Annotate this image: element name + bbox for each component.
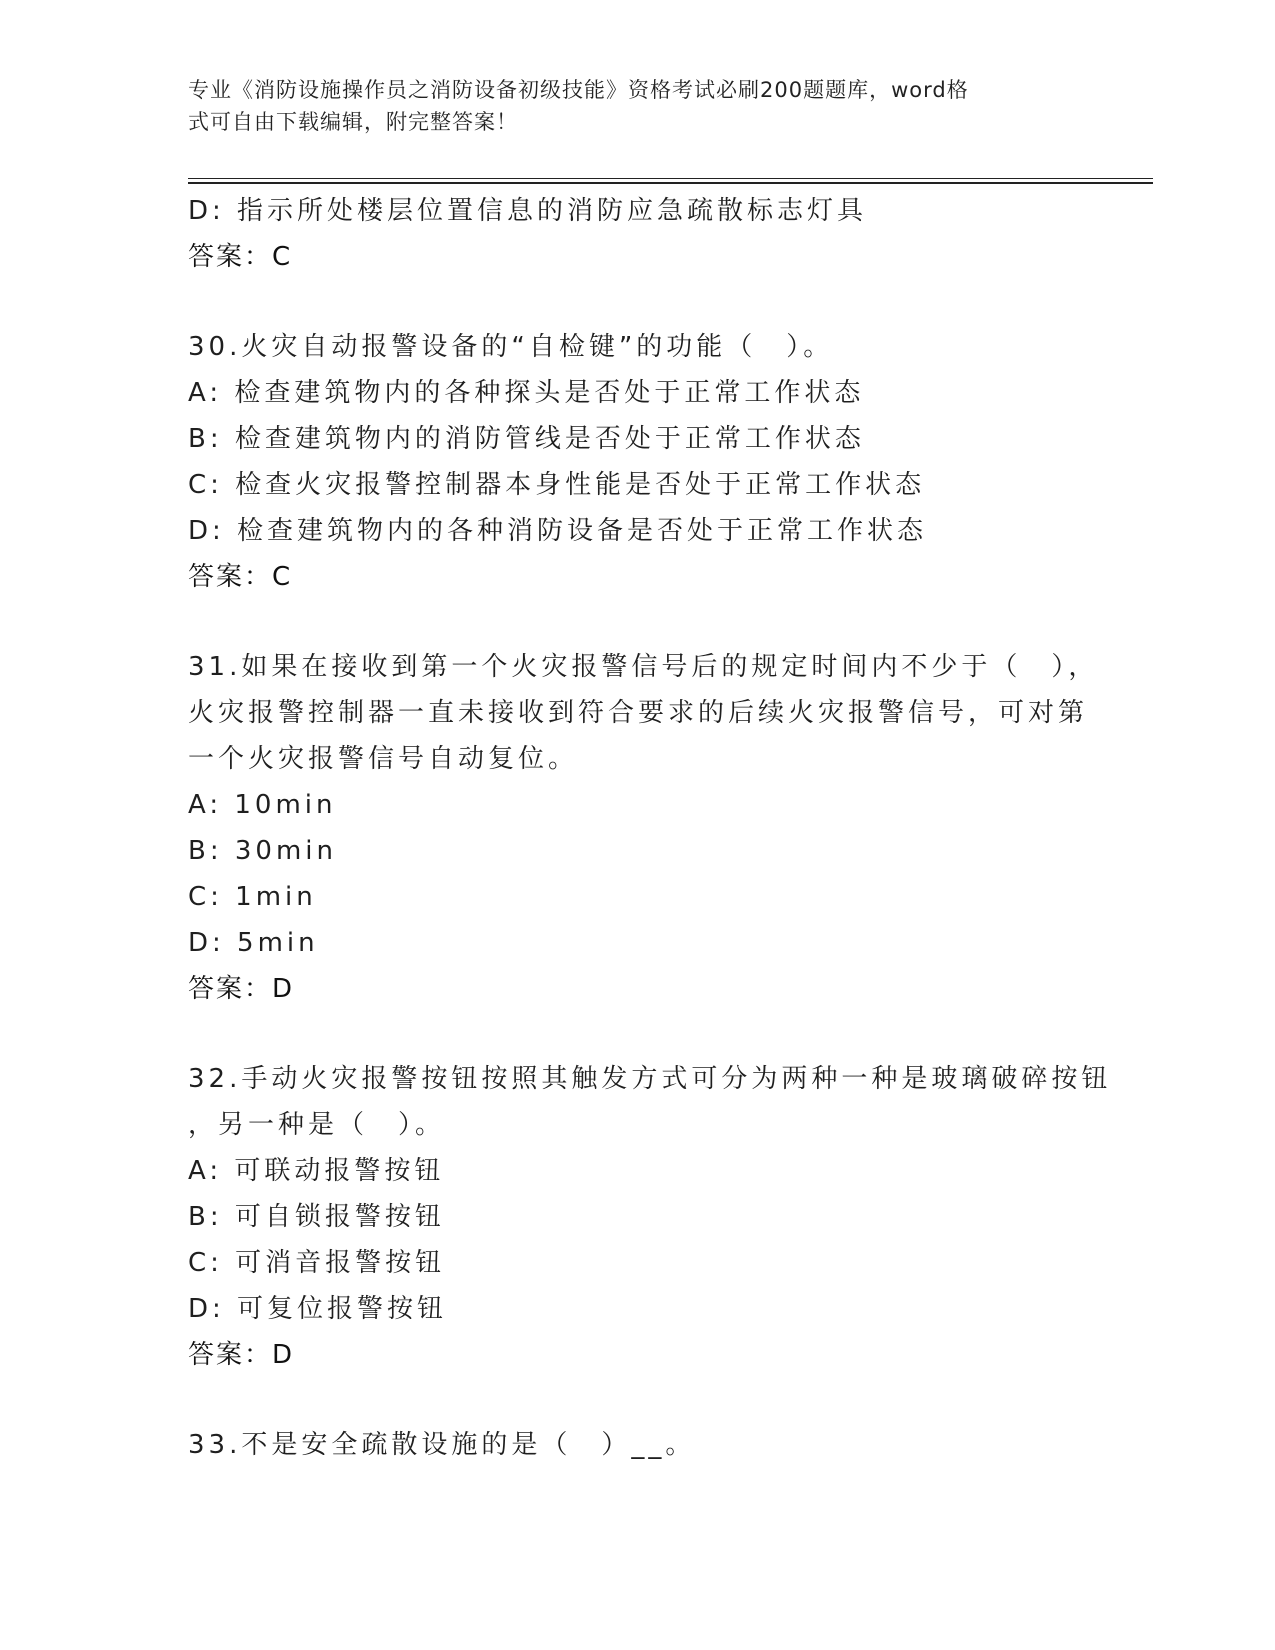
option-a: A: 可联动报警按钮 bbox=[188, 1156, 445, 1186]
option-d: D: 检查建筑物内的各种消防设备是否处于正常工作状态 bbox=[188, 516, 928, 546]
answer: 答案：D bbox=[188, 974, 295, 1004]
question-stem-line-2: ，另一种是（ ）。 bbox=[188, 1110, 446, 1140]
option-b: B: 检查建筑物内的消防管线是否处于正常工作状态 bbox=[188, 424, 865, 454]
question-stem: 30.火灾自动报警设备的“自检键”的功能（ ）。 bbox=[188, 332, 834, 362]
question-stem-line-2: 火灾报警控制器一直未接收到符合要求的后续火灾报警信号，可对第 bbox=[188, 698, 1089, 728]
prev-question-option-d: D: 指示所处楼层位置信息的消防应急疏散标志灯具 bbox=[188, 196, 868, 226]
header-divider-thin bbox=[188, 178, 1153, 179]
question-31 bbox=[188, 644, 1099, 1012]
answer: 答案：D bbox=[188, 1340, 295, 1370]
option-c: C: 检查火灾报警控制器本身性能是否处于正常工作状态 bbox=[188, 470, 926, 500]
option-c: C: 1min bbox=[188, 882, 317, 912]
header-line-2: 式可自由下载编辑，附完整答案！ bbox=[188, 110, 518, 134]
option-d: D: 可复位报警按钮 bbox=[188, 1294, 448, 1324]
option-a: A: 检查建筑物内的各种探头是否处于正常工作状态 bbox=[188, 378, 865, 408]
option-b: B: 30min bbox=[188, 836, 337, 866]
question-stem: 33.不是安全疏散设施的是（ ）__。 bbox=[188, 1430, 696, 1460]
question-30 bbox=[188, 324, 1088, 600]
question-32 bbox=[188, 1056, 1112, 1378]
header-divider-thick bbox=[188, 182, 1153, 184]
header-line-1: 专业《消防设施操作员之消防设备初级技能》资格考试必刷200题题库，word格 bbox=[188, 78, 969, 102]
option-d: D: 5min bbox=[188, 928, 319, 958]
option-a: A: 10min bbox=[188, 790, 337, 820]
document-body bbox=[188, 188, 1112, 1468]
prev-question-answer: 答案：C bbox=[188, 242, 293, 272]
question-stem-line-3: 一个火灾报警信号自动复位。 bbox=[188, 744, 579, 774]
answer: 答案：C bbox=[188, 562, 293, 592]
question-stem-line-1: 32.手动火灾报警按钮按照其触发方式可分为两种一种是玻璃破碎按钮 bbox=[188, 1064, 1112, 1094]
document-header bbox=[188, 74, 1068, 138]
option-b: B: 可自锁报警按钮 bbox=[188, 1202, 445, 1232]
question-stem-line-1: 31.如果在接收到第一个火灾报警信号后的规定时间内不少于（ ）， bbox=[188, 652, 1099, 682]
question-33 bbox=[188, 1422, 1088, 1468]
option-c: C: 可消音报警按钮 bbox=[188, 1248, 446, 1278]
